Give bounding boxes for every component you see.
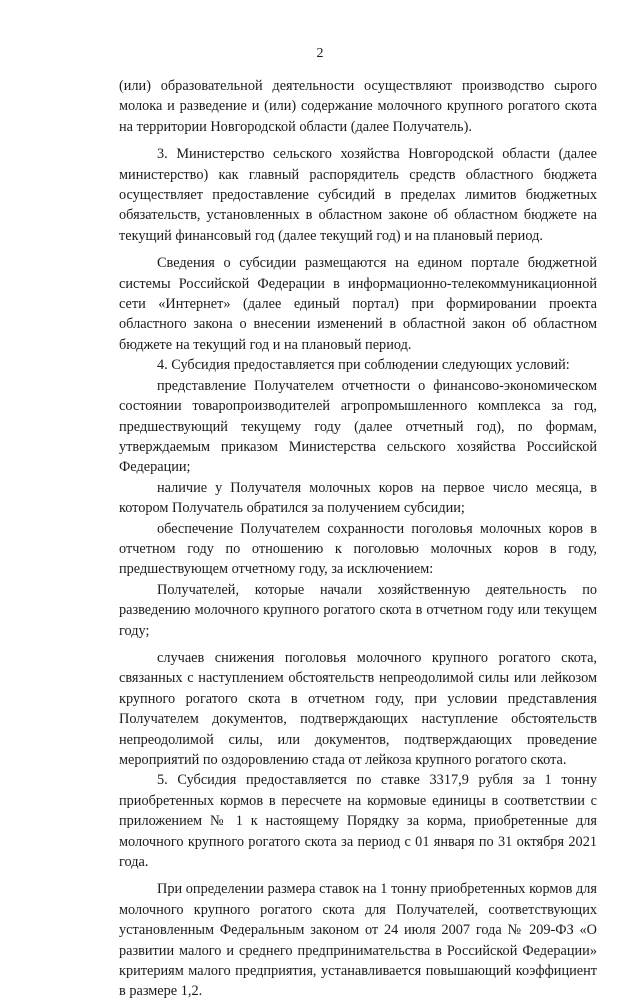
paragraph-item-3: 3. Министерство сельского хозяйства Новгородской области (далее министерство) как главный распорядитель средств областного бюджета осуществляет предоставление субсидий в пределах лимитов бюджетных обязательств, установленных в областном законе об областном бюджете на текущий финансовый год (далее текущий год) и на плановый период. <box>119 146 597 244</box>
paragraph-item-4: 4. Субсидия предоставляется при соблюдении следующих условий: <box>157 357 570 374</box>
paragraph-item-5: 5. Субсидия предоставляется по ставке 3317,9 рубля за 1 тонну приобретенных кормов в пересчете на кормовые единицы в соответствии с приложением № 1 к настоящему Порядку за корма, приобретенные для молочного крупного рогатого скота за период с 01 января по 31 октября 2021 года. <box>119 772 597 871</box>
paragraph-exception-new: Получателей, которые начали хозяйственную деятельность по разведению молочного крупного рогатого скота в отчетном году или текущем году; <box>119 581 597 639</box>
paragraph-condition-reporting: представление Получателем отчетности о финансово-экономическом состоянии товаропроизводителей агропромышленного комплекса за год, предшествующий текущему году (далее отчетный год), по формам, утверждаемым приказом Министерства сельского хозяйства Российской Федерации; <box>119 377 597 476</box>
document-body <box>119 76 597 1002</box>
paragraph-exception-force-majeure: случаев снижения поголовья молочного крупного рогатого скота, связанных с наступлением обстоятельств непреодолимой силы или лейкозом крупного рогатого скота в отчетном году, при условии представления Получателем документов, подтверждающих наступление обстоятельств непреодолимой силы, или документов, подтверждающих проведение мероприятий по оздоровлению стада от лейкоза крупного рогатого скота. <box>119 649 597 768</box>
paragraph-condition-cows: наличие у Получателя молочных коров на первое число месяца, в котором Получатель обратился за получением субсидии; <box>119 479 597 517</box>
paragraph-coefficient: При определении размера ставок на 1 тонну приобретенных кормов для молочного крупного рогатого скота для Получателей, соответствующих установленным Федеральным законом от 24 июля 2007 года № 209-ФЗ «О развитии малого и среднего предпринимательства в Российской Федерации» критериям малого предприятия, устанавливается повышающий коэффициент в размере 1,2. <box>119 881 597 1000</box>
page-number: 2 <box>316 46 324 61</box>
paragraph-portal-info: Сведения о субсидии размещаются на едином портале бюджетной системы Российской Федерации в информационно-телекоммуникационной сети «Интернет» (далее единый портал) при формировании проекта областного закона о внесении изменений в областной закон об областном бюджете на текущий год и на плановый период. <box>119 255 597 353</box>
paragraph-condition-livestock: обеспечение Получателем сохранности поголовья молочных коров в отчетном году по отношению к поголовью молочных коров в году, предшествующем отчетному году, за исключением: <box>119 520 597 578</box>
paragraph-continuation: (или) образовательной деятельности осуществляют производство сырого молока и разведение и (или) содержание молочного крупного рогатого скота на территории Новгородской области (далее Получатель). <box>119 78 597 135</box>
